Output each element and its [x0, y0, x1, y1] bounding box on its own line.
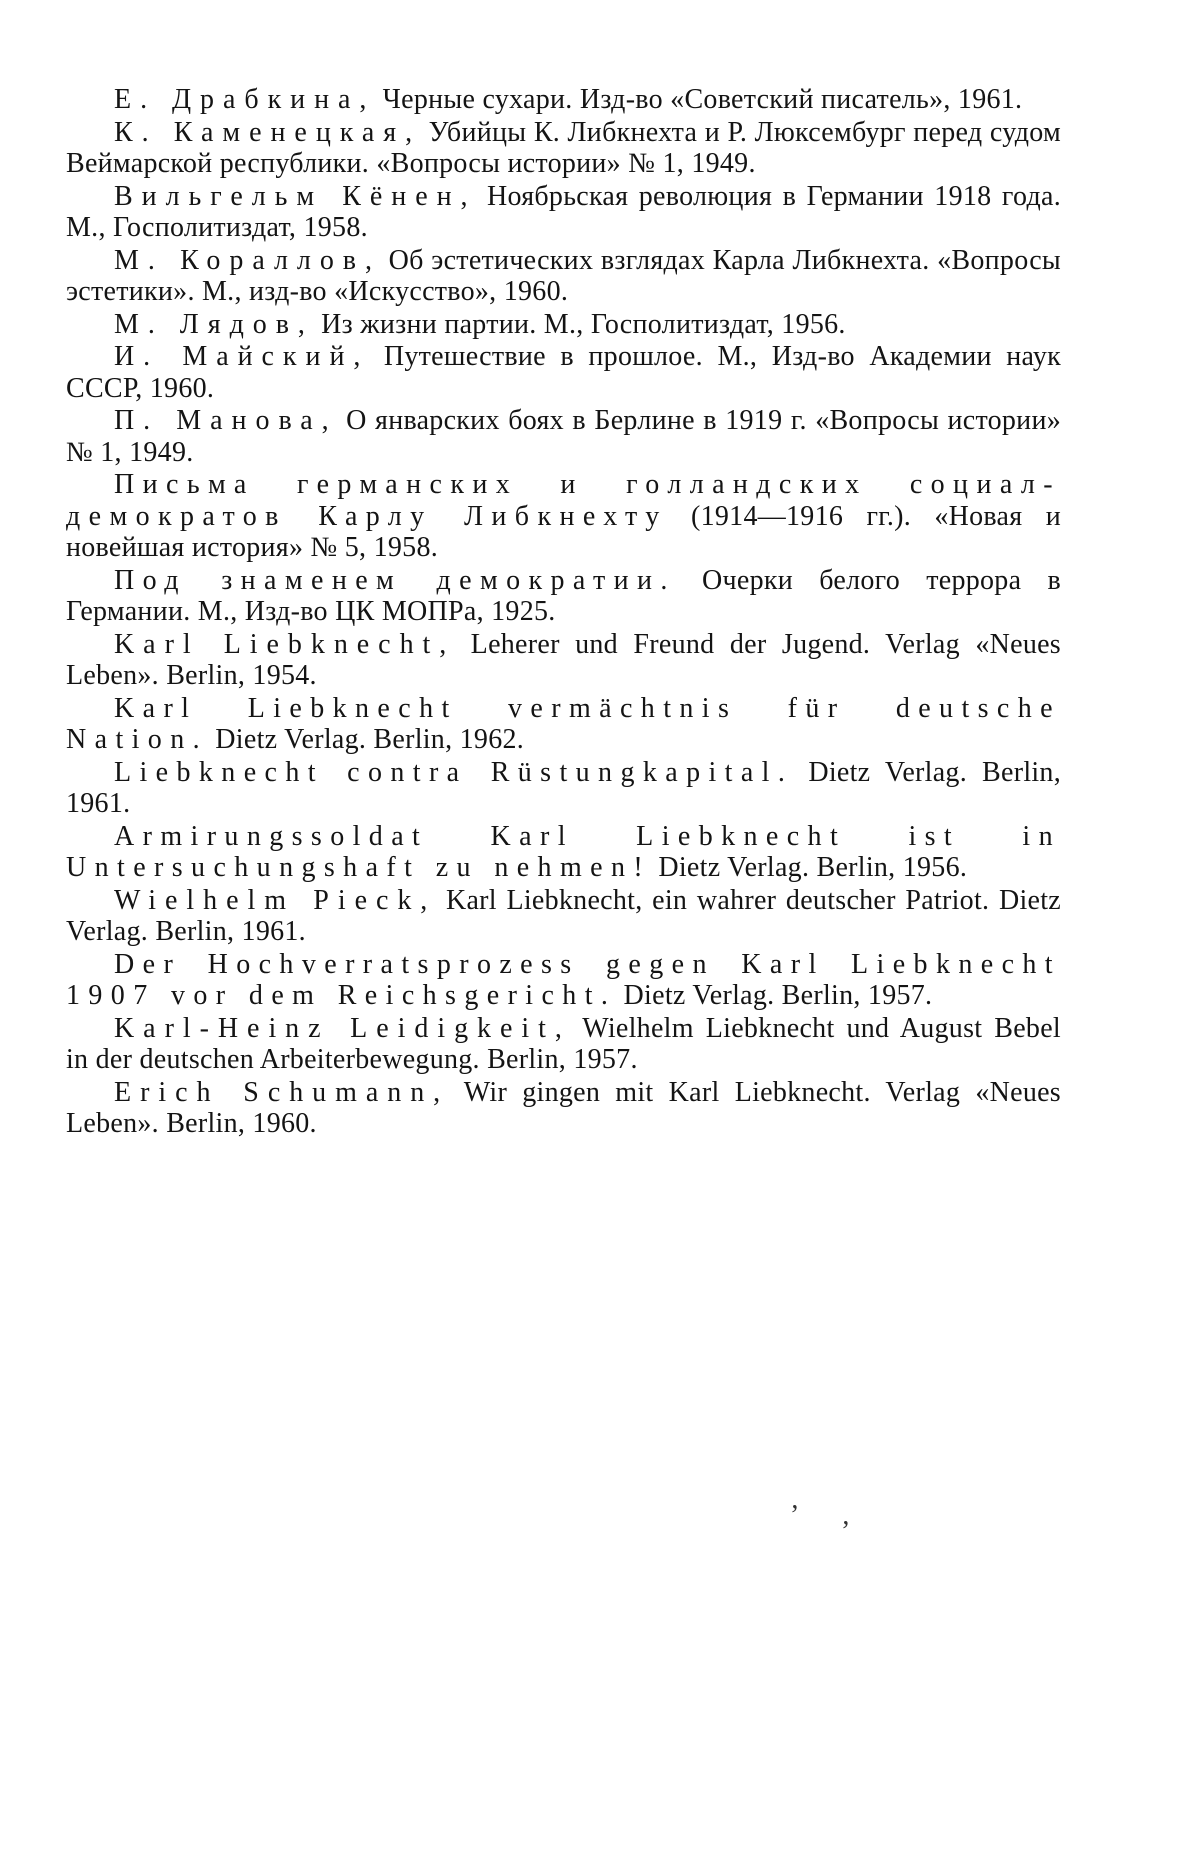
bibliography-entry	[66, 84, 1061, 116]
entry-title: Karl Liebknecht vermächtnis für deutsche Nation.	[66, 692, 1061, 755]
entry-details: Очерки белого террора в Германии. М., Изд-во ЦК МОПРа, 1925.	[66, 564, 1061, 627]
entry-author: П. Манова,	[114, 405, 338, 436]
entry-author: Wielhelm Pieck,	[114, 884, 437, 916]
bibliography-entry	[66, 629, 1061, 692]
bibliography-entry	[66, 1013, 1061, 1076]
entry-title: Der Hochverratsprozess gegen Karl Liebknecht 1907 vor dem Reichsgericht.	[66, 948, 1061, 1011]
bibliography-entry	[66, 1077, 1061, 1140]
bibliography-entry	[66, 341, 1061, 404]
bibliography-entry	[66, 757, 1061, 820]
entry-details: Dietz Verlag. Berlin, 1957.	[616, 980, 933, 1011]
entry-author: Е. Драбкина,	[114, 84, 376, 115]
page-mark: ʼ ,	[790, 1500, 868, 1531]
entry-details: Из жизни партии. М., Госполитиздат, 1956.	[313, 308, 846, 340]
bibliography-entry	[66, 181, 1061, 244]
bibliography-entry	[66, 693, 1061, 756]
entry-author: Erich Schumann,	[114, 1076, 450, 1108]
entry-author: Вильгельм Кёнен,	[114, 180, 477, 212]
entry-author: М. Лядов,	[114, 308, 314, 340]
entry-details: Wielhelm Liebknecht und August Bebel in der deutschen Arbeiterbewegung. Berlin, 1957.	[66, 1012, 1061, 1075]
entry-details: О январских боях в Берлине в 1919 г. «Вопросы истории» № 1, 1949.	[66, 405, 1061, 468]
bibliography-entry	[66, 469, 1061, 564]
entry-title: Armirungssoldat Karl Liebknecht ist in Untersuchungshaft zu nehmen!	[66, 820, 1061, 883]
entry-author: Karl-Heinz Leidigkeit,	[114, 1012, 571, 1044]
bibliography-entry	[66, 309, 1061, 341]
bibliography-entry	[66, 821, 1061, 884]
bibliography-entry	[66, 565, 1061, 628]
entry-details: Dietz Verlag. Berlin, 1961.	[66, 756, 1061, 819]
entry-details: Karl Liebknecht, ein wahrer deutscher Patriot. Dietz Verlag. Berlin, 1961.	[66, 884, 1061, 947]
entry-title: Письма германских и голландских социал-демократов Карлу Либкнехту	[66, 469, 1061, 532]
bibliography-entry	[66, 949, 1061, 1012]
bibliography-entry	[66, 117, 1061, 180]
bibliography-list	[66, 84, 1061, 1141]
entry-author: Karl Liebknecht,	[114, 628, 456, 660]
entry-details: Об эстетических взглядах Карла Либкнехта. «Вопросы эстетики». М., изд-во «Искусство», 1960.	[66, 244, 1061, 307]
entry-title: Liebknecht contra Rüstungkapital.	[114, 756, 794, 788]
entry-details: Leherer und Freund der Jugend. Verlag «Neues Leben». Berlin, 1954.	[66, 628, 1061, 691]
entry-title: Под знаменем демократии.	[114, 564, 676, 596]
entry-author: М. Кораллов,	[114, 244, 381, 276]
bibliography-entry	[66, 885, 1061, 948]
entry-details: Черные сухари. Изд-во «Советский писатель», 1961.	[375, 84, 1023, 115]
entry-details: (1914—1916 гг.). «Новая и новейшая история» № 5, 1958.	[66, 500, 1061, 563]
entry-details: Путешествие в прошлое. М., Изд-во Академии наук СССР, 1960.	[66, 341, 1061, 404]
bibliography-entry	[66, 405, 1061, 468]
entry-details: Dietz Verlag. Berlin, 1962.	[208, 724, 525, 755]
bibliography-entry	[66, 245, 1061, 308]
entry-details: Убийцы К. Либкнехта и Р. Люксембург перед судом Веймарской республики. «Вопросы истории» № 1, 1949.	[66, 116, 1061, 179]
entry-author: И. Майский,	[114, 341, 370, 372]
entry-details: Wir gingen mit Karl Liebknecht. Verlag «Neues Leben». Berlin, 1960.	[66, 1076, 1061, 1139]
entry-author: К. Каменецкая,	[114, 116, 422, 148]
entry-details: Dietz Verlag. Berlin, 1956.	[651, 852, 968, 883]
entry-details: Ноябрьская революция в Германии 1918 года. М., Госполитиздат, 1958.	[66, 180, 1061, 243]
